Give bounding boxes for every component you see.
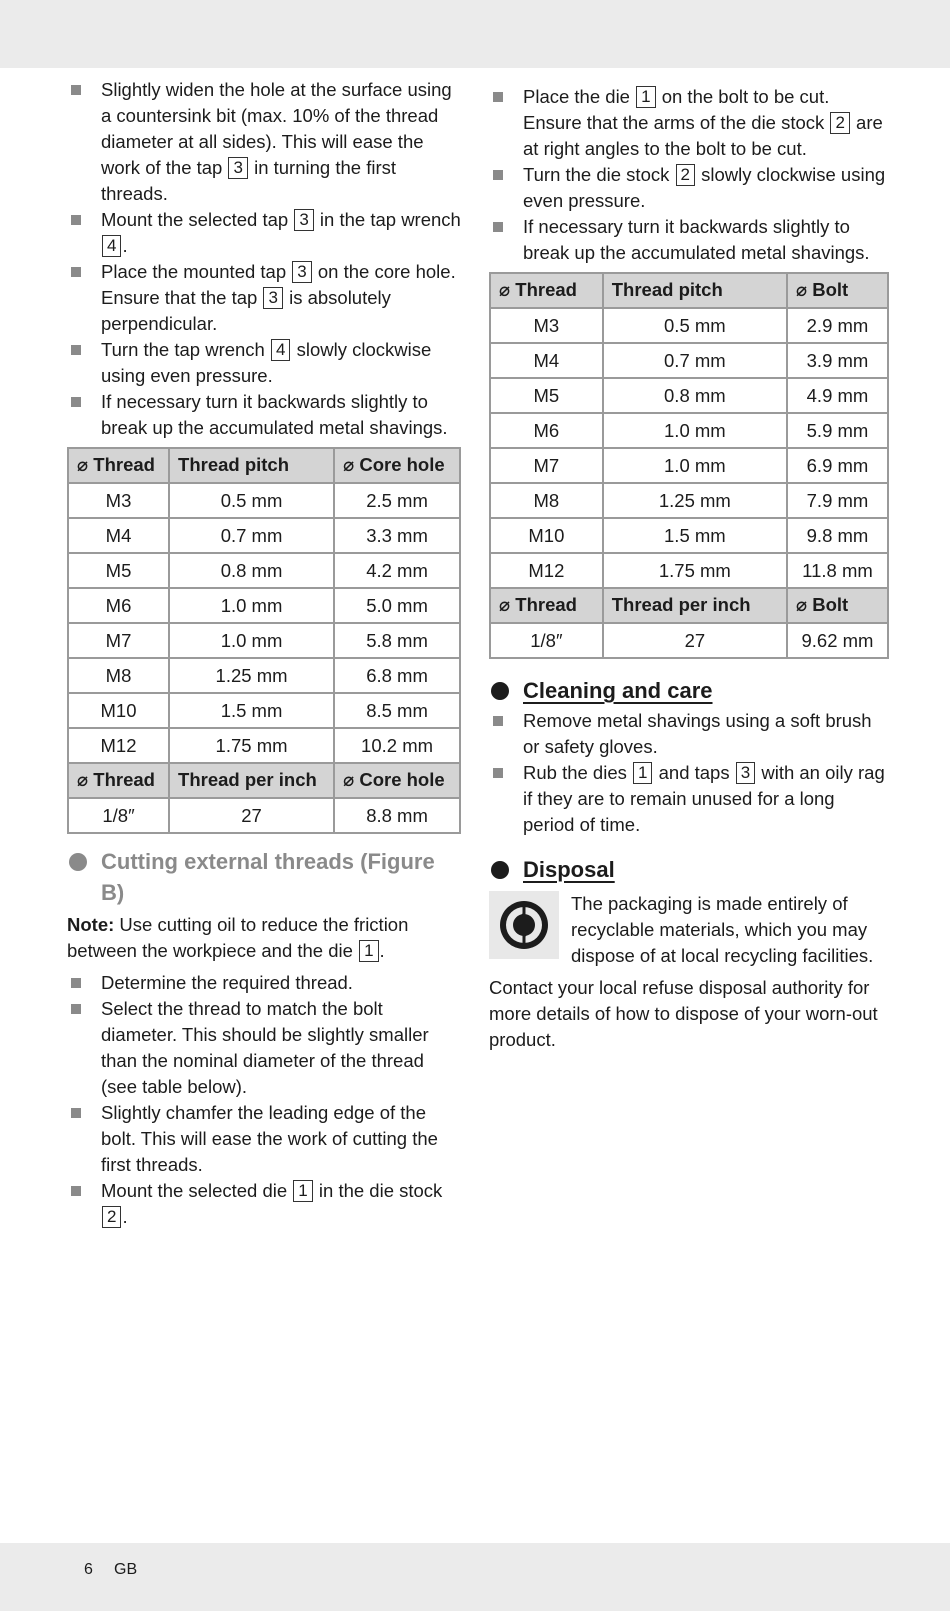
table-row (68, 483, 460, 518)
table-header-row (490, 273, 888, 308)
item-text: Slightly chamfer the leading edge of the bolt. This will ease the work of cutting the first threads. (101, 1102, 438, 1175)
core-hole-table (67, 447, 461, 834)
part-ref: 3 (294, 209, 313, 231)
part-ref: 1 (636, 86, 655, 108)
bottom-band (0, 1543, 950, 1611)
list-item (67, 1100, 461, 1178)
table-cell: 1/8″ (68, 798, 169, 833)
column-header: ⌀ Core hole (334, 448, 460, 483)
table-cell: 4.2 mm (334, 553, 460, 588)
disposal-block (489, 891, 889, 969)
table-cell: 1.5 mm (603, 518, 787, 553)
table-cell: 1.25 mm (169, 658, 334, 693)
table-cell: M4 (68, 518, 169, 553)
item-text: is absolutely perpendicular. (101, 287, 391, 334)
table-cell: 8.5 mm (334, 693, 460, 728)
table-cell: 1.75 mm (603, 553, 787, 588)
column-header: Thread pitch (169, 448, 334, 483)
column-header: ⌀ Bolt (787, 588, 888, 623)
list-item (489, 214, 889, 266)
part-ref: 4 (102, 235, 121, 257)
item-text: Place the mounted tap (101, 261, 292, 282)
external-threads-heading: Cutting external threads (Figure B) (67, 846, 461, 908)
table-cell: 2.9 mm (787, 308, 888, 343)
table-cell: M5 (490, 378, 603, 413)
table-header-row (490, 588, 888, 623)
table-cell: M8 (68, 658, 169, 693)
table-row (68, 588, 460, 623)
list-item (489, 760, 889, 838)
table-cell: 1.0 mm (603, 413, 787, 448)
list-item (67, 337, 461, 389)
die-steps-list (67, 970, 461, 1230)
top-band (0, 0, 950, 68)
table-row (68, 693, 460, 728)
table-cell: 0.8 mm (169, 553, 334, 588)
table-cell: 0.8 mm (603, 378, 787, 413)
part-ref: 3 (263, 287, 282, 309)
table-cell: M12 (490, 553, 603, 588)
part-ref: 4 (271, 339, 290, 361)
table-cell: 3.3 mm (334, 518, 460, 553)
part-ref: 1 (633, 762, 652, 784)
list-item (489, 708, 889, 760)
item-text: Slightly widen the hole at the surface using a countersink bit (max. 10% of the thread diameter at all sides). This will ease the work of the tap (101, 79, 452, 178)
table-row (68, 623, 460, 658)
table-cell: M4 (490, 343, 603, 378)
part-ref: 2 (830, 112, 849, 134)
table-header-row (68, 763, 460, 798)
table-row (68, 553, 460, 588)
column-header: ⌀ Core hole (334, 763, 460, 798)
list-item (489, 162, 889, 214)
table-row (490, 623, 888, 658)
table-cell: 3.9 mm (787, 343, 888, 378)
cleaning-list (489, 708, 889, 838)
part-ref: 3 (228, 157, 247, 179)
table-row (490, 378, 888, 413)
table-cell: 5.0 mm (334, 588, 460, 623)
list-item (67, 996, 461, 1100)
item-text: Turn the die stock (523, 164, 675, 185)
note-paragraph (67, 912, 461, 964)
table-cell: 1.5 mm (169, 693, 334, 728)
item-text: in turning the first threads. (101, 157, 396, 204)
table-row (490, 483, 888, 518)
note-text: Use cutting oil to reduce the friction between the workpiece and the die (67, 914, 409, 961)
item-text: . (122, 235, 128, 256)
item-text: Remove metal shavings using a soft brush or safety gloves. (523, 710, 872, 757)
list-item (67, 207, 461, 259)
table-cell: 9.8 mm (787, 518, 888, 553)
item-text: and taps (653, 762, 735, 783)
table-cell: 0.7 mm (603, 343, 787, 378)
item-text: Determine the required thread. (101, 972, 353, 993)
table-cell: 10.2 mm (334, 728, 460, 763)
item-text: Turn the tap wrench (101, 339, 270, 360)
part-ref: 3 (736, 762, 755, 784)
table-cell: M8 (490, 483, 603, 518)
table-cell: 1.0 mm (169, 623, 334, 658)
right-column (489, 84, 889, 1053)
table-cell: M12 (68, 728, 169, 763)
table-cell: 6.9 mm (787, 448, 888, 483)
column-header: ⌀ Thread (68, 448, 169, 483)
item-text: on the bolt to be cut. Ensure that the arms of the die stock (523, 86, 830, 133)
table-row (68, 518, 460, 553)
note-end: . (379, 940, 385, 961)
table-cell: 27 (169, 798, 334, 833)
disposal-text: The packaging is made entirely of recyclable materials, which you may dispose of at local recycling facilities. (571, 893, 874, 966)
table-cell: 1.0 mm (603, 448, 787, 483)
item-text: Mount the selected die (101, 1180, 293, 1201)
table-cell: 27 (603, 623, 787, 658)
table-cell: 1.75 mm (169, 728, 334, 763)
part-ref: 1 (359, 940, 378, 962)
table-row (490, 553, 888, 588)
table-cell: M6 (490, 413, 603, 448)
column-header: ⌀ Thread (490, 273, 603, 308)
item-text: are at right angles to the bolt to be cut. (523, 112, 883, 159)
item-text: in the tap wrench (314, 209, 461, 230)
table-cell: 5.8 mm (334, 623, 460, 658)
cleaning-heading: Cleaning and care (489, 675, 889, 706)
table-cell: 0.5 mm (169, 483, 334, 518)
column-header: ⌀ Bolt (787, 273, 888, 308)
note-label: Note: (67, 914, 115, 935)
table-cell: 1.0 mm (169, 588, 334, 623)
item-text: on the core hole. Ensure that the tap (101, 261, 456, 308)
table-cell: M7 (68, 623, 169, 658)
table-cell: M3 (68, 483, 169, 518)
table-row (68, 658, 460, 693)
table-row (490, 448, 888, 483)
item-text: Select the thread to match the bolt diameter. This should be slightly smaller than the nominal diameter of the thread (see table below). (101, 998, 429, 1097)
tap-steps-list (67, 77, 461, 441)
table-cell: 4.9 mm (787, 378, 888, 413)
table-cell: 1/8″ (490, 623, 603, 658)
table-cell: 1.25 mm (603, 483, 787, 518)
table-row (68, 798, 460, 833)
item-text: in the die stock (313, 1180, 443, 1201)
list-item (67, 77, 461, 207)
table-cell: M5 (68, 553, 169, 588)
list-item (67, 970, 461, 996)
table-row (490, 343, 888, 378)
disposal-contact: Contact your local refuse disposal authority for more details of how to dispose of your worn-out product. (489, 977, 878, 1050)
column-header: Thread pitch (603, 273, 787, 308)
left-column (67, 77, 461, 1230)
item-text: . (122, 1206, 128, 1227)
column-header: Thread per inch (603, 588, 787, 623)
bolt-table (489, 272, 889, 659)
table-cell: 0.5 mm (603, 308, 787, 343)
item-text: slowly clockwise using even pressure. (101, 339, 432, 386)
table-row (490, 413, 888, 448)
list-item (489, 84, 889, 162)
table-cell: 9.62 mm (787, 623, 888, 658)
part-ref: 1 (293, 1180, 312, 1202)
list-item (67, 389, 461, 441)
table-cell: 7.9 mm (787, 483, 888, 518)
green-dot-recycling-icon (489, 891, 559, 959)
table-cell: M3 (490, 308, 603, 343)
table-cell: 8.8 mm (334, 798, 460, 833)
die-cut-steps-list (489, 84, 889, 266)
table-cell: M6 (68, 588, 169, 623)
table-cell: 0.7 mm (169, 518, 334, 553)
table-row (490, 308, 888, 343)
item-text: with an oily rag if they are to remain unused for a long period of time. (523, 762, 885, 835)
list-item (67, 259, 461, 337)
table-cell: 6.8 mm (334, 658, 460, 693)
column-header: ⌀ Thread (68, 763, 169, 798)
part-ref: 2 (102, 1206, 121, 1228)
part-ref: 3 (292, 261, 311, 283)
disposal-heading: Disposal (489, 854, 889, 885)
language-code: GB (114, 1561, 138, 1578)
table-cell: M10 (490, 518, 603, 553)
item-text: slowly clockwise using even pressure. (523, 164, 886, 211)
item-text: If necessary turn it backwards slightly to break up the accumulated metal shavings. (101, 391, 448, 438)
table-cell: M10 (68, 693, 169, 728)
list-item (67, 1178, 461, 1230)
item-text: If necessary turn it backwards slightly to break up the accumulated metal shavings. (523, 216, 870, 263)
item-text: Place the die (523, 86, 636, 107)
table-cell: M7 (490, 448, 603, 483)
table-row (68, 728, 460, 763)
column-header: Thread per inch (169, 763, 334, 798)
table-header-row (68, 448, 460, 483)
page-number: 6 (84, 1561, 93, 1578)
item-text: Rub the dies (523, 762, 633, 783)
table-cell: 2.5 mm (334, 483, 460, 518)
column-header: ⌀ Thread (490, 588, 603, 623)
table-row (490, 518, 888, 553)
table-cell: 11.8 mm (787, 553, 888, 588)
table-cell: 5.9 mm (787, 413, 888, 448)
item-text: Mount the selected tap (101, 209, 294, 230)
part-ref: 2 (676, 164, 695, 186)
